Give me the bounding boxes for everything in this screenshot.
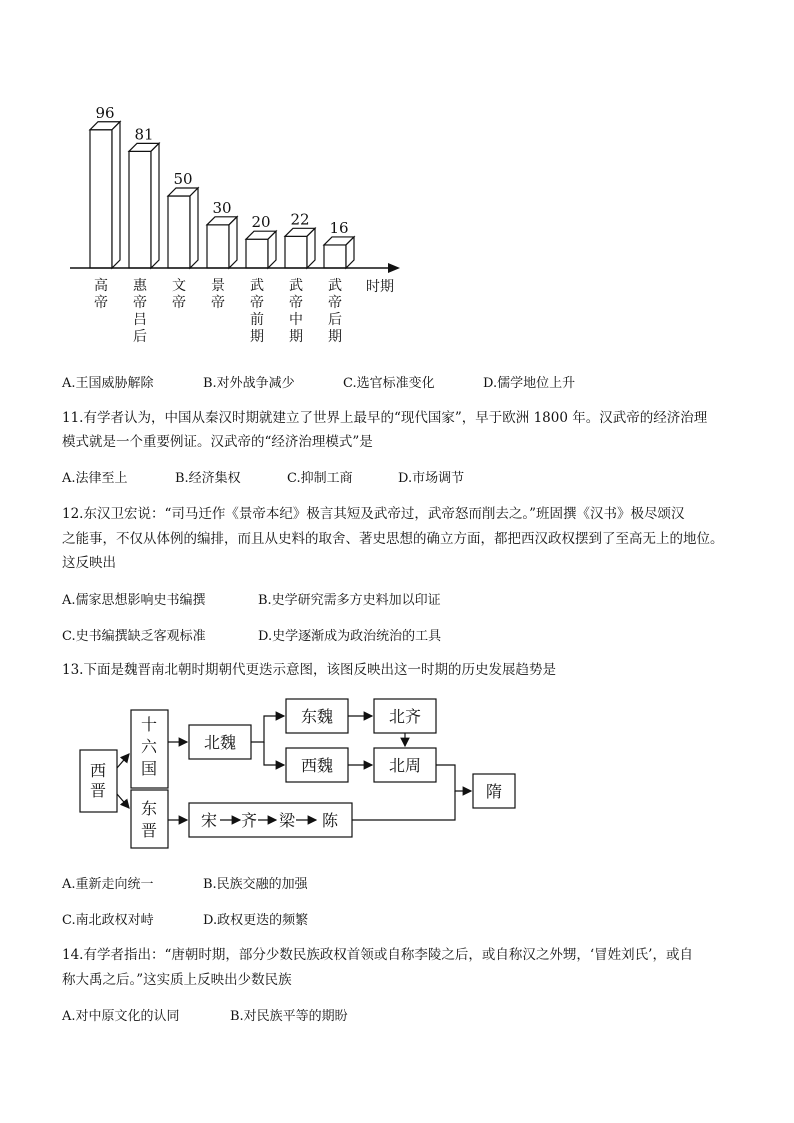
category-label-2: 文 bbox=[172, 278, 186, 294]
q13-option-d[interactable]: D.政权更迭的频繁 bbox=[203, 913, 309, 928]
beizhou-label: 北周 bbox=[388, 756, 422, 775]
category-label-4: 武 bbox=[250, 278, 264, 294]
category-label-6: 后 bbox=[328, 312, 342, 328]
q12-option-a[interactable]: A.儒家思想影响史书编撰 bbox=[62, 593, 206, 608]
q11-option-d[interactable]: D.市场调节 bbox=[398, 471, 465, 486]
category-label-1: 帝 bbox=[133, 295, 147, 311]
q14-stem-line2: 称大禹之后。”这实质上反映出少数民族 bbox=[62, 972, 292, 988]
category-label-4: 前 bbox=[250, 312, 264, 328]
liang-label: 梁 bbox=[278, 811, 296, 830]
q10-option-d[interactable]: D.儒学地位上升 bbox=[483, 376, 576, 391]
q14-stem-line1: 14.有学者指出：“唐朝时期，部分少数民族政权首领或自称李陵之后，或自称汉之外甥，‘冒姓刘氏’，或自 bbox=[62, 947, 693, 963]
xijin-label-1: 西 bbox=[89, 761, 107, 780]
q13-option-b[interactable]: B.民族交融的加强 bbox=[203, 877, 308, 892]
shiliuguo-label-2: 六 bbox=[140, 737, 158, 756]
q11-option-c[interactable]: C.抑制工商 bbox=[287, 471, 353, 486]
category-label-3: 景 bbox=[211, 278, 225, 294]
bar-1 bbox=[129, 143, 159, 268]
beiqi-label: 北齐 bbox=[388, 707, 422, 726]
bar-value-label-6: 16 bbox=[329, 218, 349, 237]
q11-stem-line2: 模式就是一个重要例证。汉武帝的“经济治理模式”是 bbox=[62, 434, 373, 450]
bar-chart bbox=[0, 0, 794, 360]
category-label-6: 期 bbox=[328, 329, 342, 345]
shiliuguo-label-1: 十 bbox=[140, 715, 158, 734]
q13-option-c[interactable]: C.南北政权对峙 bbox=[62, 913, 154, 928]
category-label-0: 高 bbox=[94, 278, 108, 294]
beiwei-label: 北魏 bbox=[203, 733, 237, 752]
q11-stem-line1: 11.有学者认为，中国从秦汉时期就建立了世界上最早的“现代国家”，早于欧洲 1800 年。汉武帝的经济治理 bbox=[62, 410, 708, 426]
bar-value-label-3: 30 bbox=[212, 198, 232, 217]
bar-value-label-5: 22 bbox=[290, 210, 310, 229]
category-label-6: 帝 bbox=[328, 295, 342, 311]
category-label-1: 吕 bbox=[133, 312, 147, 328]
q14-option-a[interactable]: A.对中原文化的认同 bbox=[62, 1009, 180, 1024]
sui-label: 隋 bbox=[485, 782, 503, 801]
bar-4 bbox=[246, 231, 276, 268]
xiwei-label: 西魏 bbox=[300, 756, 334, 775]
bar-value-label-2: 50 bbox=[173, 170, 193, 188]
category-label-0: 帝 bbox=[94, 295, 108, 311]
category-label-2: 帝 bbox=[172, 295, 186, 311]
category-label-3: 帝 bbox=[211, 295, 225, 311]
q14-option-b[interactable]: B.对民族平等的期盼 bbox=[230, 1009, 348, 1024]
q12-option-b[interactable]: B.史学研究需多方史料加以印证 bbox=[258, 593, 441, 608]
qi-label: 齐 bbox=[240, 811, 258, 830]
song-label: 宋 bbox=[200, 811, 218, 830]
q12-stem-line1: 12.东汉卫宏说：“司马迁作《景帝本纪》极言其短及武帝过，武帝怒而削去之。”班固撰《汉书》极尽颂汉 bbox=[62, 506, 685, 522]
q13-stem: 13.下面是魏晋南北朝时期朝代更迭示意图，该图反映出这一时期的历史发展趋势是 bbox=[62, 662, 556, 678]
category-label-4: 帝 bbox=[250, 295, 264, 311]
category-label-5: 帝 bbox=[289, 295, 303, 311]
shiliuguo-label-3: 国 bbox=[140, 759, 158, 778]
q10-option-c[interactable]: C.选官标准变化 bbox=[343, 376, 435, 391]
bar-value-label-1: 81 bbox=[134, 125, 154, 144]
q10-option-b[interactable]: B.对外战争减少 bbox=[203, 376, 295, 391]
bar-0 bbox=[90, 122, 120, 268]
chen-label: 陈 bbox=[321, 811, 339, 830]
category-label-5: 期 bbox=[289, 329, 303, 345]
category-label-5: 武 bbox=[289, 278, 303, 294]
q10-option-a[interactable]: A.王国威胁解除 bbox=[62, 376, 154, 391]
q12-stem-line3: 这反映出 bbox=[62, 555, 116, 571]
q12-option-c[interactable]: C.史书编撰缺乏客观标准 bbox=[62, 629, 206, 644]
category-label-5: 中 bbox=[289, 312, 303, 328]
dynasty-diagram bbox=[0, 690, 794, 860]
dongjin-label-1: 东 bbox=[140, 799, 158, 818]
x-axis-arrow bbox=[388, 263, 400, 273]
dongwei-label: 东魏 bbox=[300, 707, 334, 726]
bar-value-label-0: 96 bbox=[95, 103, 115, 122]
bar-3 bbox=[207, 217, 237, 268]
bar-6 bbox=[324, 237, 354, 268]
category-label-1: 后 bbox=[133, 329, 147, 345]
q11-option-a[interactable]: A.法律至上 bbox=[62, 471, 128, 486]
q12-option-d[interactable]: D.史学逐渐成为政治统治的工具 bbox=[258, 629, 442, 644]
bar-2 bbox=[168, 188, 198, 268]
bar-value-label-4: 20 bbox=[251, 213, 271, 232]
q12-stem-line2: 之能事，不仅从体例的编排，而且从史料的取舍、著史思想的确立方面，都把西汉政权摆到了至高无上的地位。 bbox=[62, 531, 724, 547]
q11-option-b[interactable]: B.经济集权 bbox=[175, 471, 241, 486]
category-label-4: 期 bbox=[250, 329, 264, 345]
bar-5 bbox=[285, 228, 315, 268]
q13-option-a[interactable]: A.重新走向统一 bbox=[62, 877, 154, 892]
dongjin-label-2: 晋 bbox=[140, 821, 158, 840]
category-label-6: 武 bbox=[328, 278, 342, 294]
x-axis-label: 时期 bbox=[366, 279, 394, 295]
category-label-1: 惠 bbox=[133, 278, 147, 294]
xijin-label-2: 晋 bbox=[89, 781, 107, 800]
